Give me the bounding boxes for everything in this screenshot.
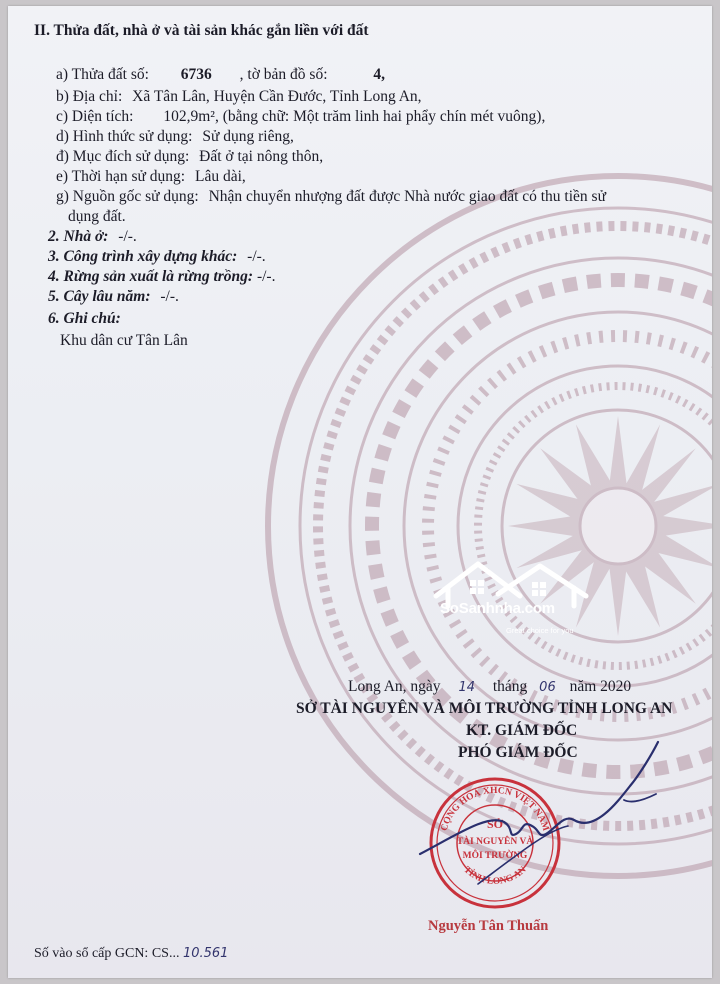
date-prefix: Long An, ngày: [348, 678, 441, 695]
other-construction-value: -/-.: [247, 248, 266, 265]
usage-origin-continuation: dụng đất.: [68, 208, 126, 225]
date-year: năm 2020: [569, 678, 632, 695]
plantation-forest-value: -/-.: [256, 268, 276, 285]
registry-value: 10.561: [182, 946, 229, 961]
watermark-tagline: Great choice for you: [506, 626, 574, 635]
housing-row: [48, 228, 137, 246]
registry-number: [34, 946, 228, 962]
usage-origin-label: g) Nguồn gốc sử dụng:: [56, 188, 199, 205]
usage-term-row: [56, 168, 246, 186]
map-sheet-label: , tờ bản đồ số:: [239, 66, 328, 83]
usage-term-value: Lâu dài,: [194, 168, 246, 185]
usage-form-row: [56, 128, 294, 146]
issuing-agency: SỞ TÀI NGUYÊN VÀ MÔI TRƯỜNG TỈNH LONG AN: [296, 700, 673, 717]
other-construction-label: 3. Công trình xây dựng khác:: [48, 248, 238, 265]
perennial-trees-label: 5. Cây lâu năm:: [48, 288, 151, 305]
perennial-trees-row: [48, 288, 179, 306]
plantation-forest-row: [48, 268, 275, 286]
map-sheet-value: 4,: [373, 66, 386, 83]
signatory-role: PHÓ GIÁM ĐỐC: [458, 744, 578, 761]
signatory-kt: KT. GIÁM ĐỐC: [466, 722, 578, 739]
usage-origin-value: Nhận chuyển nhượng đất được Nhà nước giao đất có thu tiền sử: [208, 188, 606, 205]
other-construction-row: [48, 248, 266, 266]
svg-text:CỘNG HOÀ XHCN VIỆT NAM: CỘNG HOÀ XHCN VIỆT NAM: [439, 785, 551, 833]
perennial-trees-value: -/-.: [160, 288, 179, 305]
parcel-number-row: [56, 66, 385, 84]
svg-text:TÀI NGUYÊN VÀ: TÀI NGUYÊN VÀ: [456, 837, 534, 847]
svg-text:TỈNH LONG AN: TỈNH LONG AN: [461, 865, 529, 887]
note-text: Khu dân cư Tân Lân: [60, 332, 188, 349]
address-value: Xã Tân Lân, Huyện Cần Đước, Tỉnh Long An,: [132, 88, 422, 105]
notes-row: [48, 310, 121, 328]
watermark-brand: SoSanhnha.com: [440, 600, 555, 617]
area-value: 102,9m², (bằng chữ: Một trăm linh hai phẩy chín mét vuông),: [163, 108, 546, 125]
plantation-forest-label: 4. Rừng sản xuất là rừng trồng:: [48, 268, 254, 285]
signer-name: Nguyễn Tân Thuấn: [428, 918, 549, 934]
housing-value: -/-.: [118, 228, 137, 245]
area-label: c) Diện tích:: [56, 108, 134, 125]
date-month: 06: [539, 680, 556, 695]
usage-term-label: e) Thời hạn sử dụng:: [56, 168, 186, 185]
handwritten-signature: [418, 734, 678, 914]
svg-text:MÔI TRƯỜNG: MÔI TRƯỜNG: [462, 851, 528, 861]
usage-form-label: d) Hình thức sử dụng:: [56, 128, 193, 145]
house-logo-icon: [428, 554, 598, 636]
parcel-number-value: 6736: [180, 66, 212, 83]
usage-purpose-value: Đất ở tại nông thôn,: [199, 148, 324, 165]
usage-purpose-label: đ) Mục đích sử dụng:: [56, 148, 190, 165]
registry-prefix: Số vào sổ cấp GCN: CS...: [34, 946, 180, 961]
section-heading: II. Thửa đất, nhà ở và tài sản khác gắn liền với đất: [34, 22, 369, 39]
address-row: [56, 88, 422, 106]
area-row: [56, 108, 545, 126]
housing-label: 2. Nhà ở:: [48, 228, 109, 245]
usage-purpose-row: [56, 148, 323, 166]
usage-form-value: Sử dụng riêng,: [202, 128, 294, 145]
usage-origin-row: [56, 188, 606, 206]
notes-label: 6. Ghi chú:: [48, 310, 121, 327]
issue-date-line: [348, 678, 631, 696]
date-month-label: tháng: [492, 678, 528, 695]
address-label: b) Địa chỉ:: [56, 88, 123, 105]
date-day: 14: [458, 680, 475, 695]
parcel-number-label: a) Thửa đất số:: [56, 66, 149, 83]
certificate-page: [8, 6, 712, 978]
svg-text:SỞ: SỞ: [486, 817, 504, 831]
